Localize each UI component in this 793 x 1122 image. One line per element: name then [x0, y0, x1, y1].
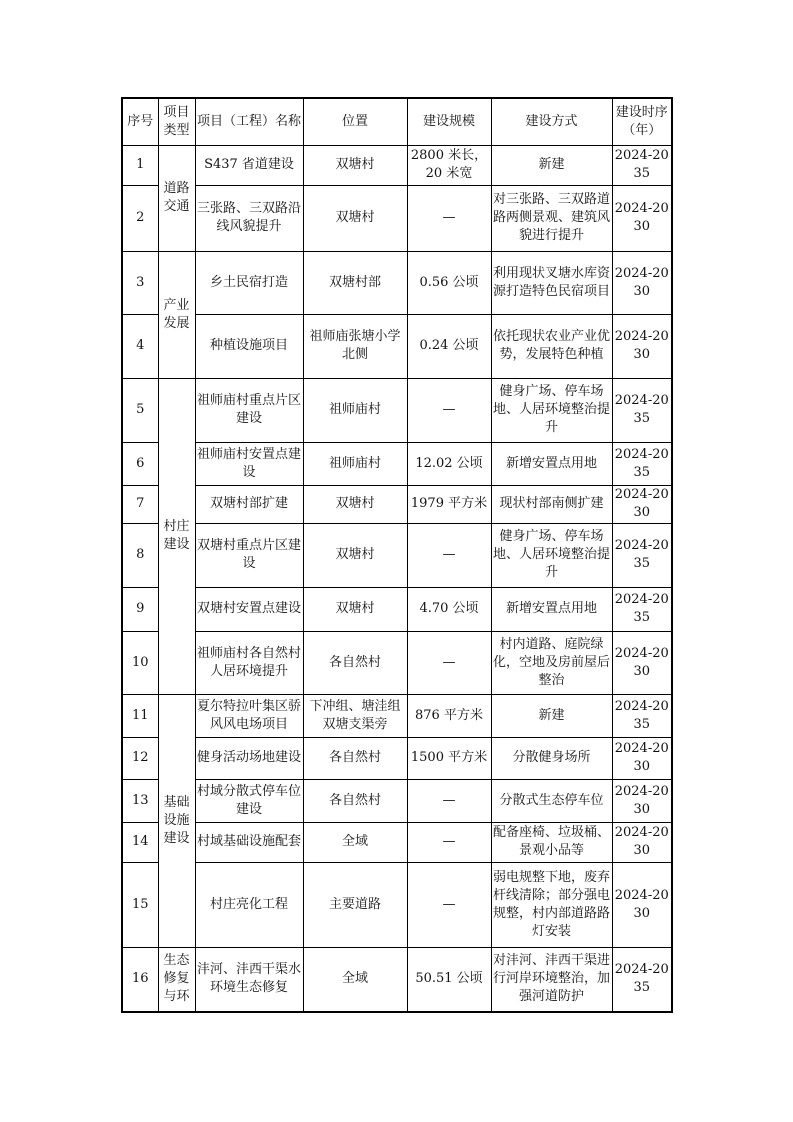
cell-seq: 3: [122, 251, 158, 314]
cell-period: 2024-2030: [612, 185, 672, 251]
cell-name: 沣河、沣西干渠水环境生态修复: [195, 947, 303, 1012]
cell-scale: 50.51 公顷: [407, 947, 491, 1012]
cell-name: 乡土民宿打造: [195, 251, 303, 314]
header-name: 项目（工程）名称: [195, 98, 303, 145]
header-location: 位置: [303, 98, 407, 145]
cell-scale: 0.56 公顷: [407, 251, 491, 314]
category-infra: 基础设施建设: [158, 694, 195, 947]
cell-method: 现状村部南侧扩建: [491, 485, 612, 523]
cell-method: 新建: [491, 145, 612, 185]
cell-location: 主要道路: [303, 862, 407, 947]
table-row: [122, 378, 672, 442]
header-method: 建设方式: [491, 98, 612, 145]
cell-location: 祖师庙张塘小学北侧: [303, 314, 407, 378]
table-row: [122, 779, 672, 822]
table-row: [122, 442, 672, 485]
cell-seq: 6: [122, 442, 158, 485]
cell-period: 2024-2030: [612, 862, 672, 947]
cell-name: S437 省道建设: [195, 145, 303, 185]
cell-seq: 9: [122, 587, 158, 631]
cell-seq: 11: [122, 694, 158, 737]
table-row: [122, 314, 672, 378]
cell-period: 2024-2030: [612, 631, 672, 694]
cell-method: 村内道路、庭院绿化，空地及房前屋后整治: [491, 631, 612, 694]
cell-name: 村域基础设施配套: [195, 822, 303, 862]
cell-location: 祖师庙村: [303, 442, 407, 485]
project-table: [121, 97, 673, 1013]
cell-seq: 10: [122, 631, 158, 694]
table-row: [122, 822, 672, 862]
cell-seq: 16: [122, 947, 158, 1012]
cell-location: 下冲组、塘洼组双塘支渠旁: [303, 694, 407, 737]
cell-seq: 1: [122, 145, 158, 185]
cell-seq: 13: [122, 779, 158, 822]
cell-period: 2024-2030: [612, 485, 672, 523]
cell-name: 种植设施项目: [195, 314, 303, 378]
cell-period: 2024-2035: [612, 587, 672, 631]
cell-seq: 5: [122, 378, 158, 442]
cell-location: 双塘村: [303, 485, 407, 523]
cell-name: 健身活动场地建设: [195, 737, 303, 779]
cell-method: 对沣河、沣西干渠进行河岸环境整治，加强河道防护: [491, 947, 612, 1012]
category-eco: 生态修复与环: [158, 947, 195, 1012]
cell-period: 2024-2030: [612, 737, 672, 779]
cell-scale: —: [407, 631, 491, 694]
cell-method: 健身广场、停车场地、人居环境整治提升: [491, 378, 612, 442]
cell-location: 各自然村: [303, 737, 407, 779]
cell-scale: —: [407, 185, 491, 251]
category-industry: 产业发展: [158, 251, 195, 378]
category-village: 村庄建设: [158, 378, 195, 694]
cell-method: 对三张路、三双路道路两侧景观、建筑风貌进行提升: [491, 185, 612, 251]
table-row: [122, 862, 672, 947]
cell-location: 各自然村: [303, 779, 407, 822]
cell-name: 双塘村重点片区建设: [195, 523, 303, 587]
cell-method: 新建: [491, 694, 612, 737]
cell-period: 2024-2030: [612, 314, 672, 378]
cell-seq: 14: [122, 822, 158, 862]
cell-scale: 0.24 公顷: [407, 314, 491, 378]
cell-scale: —: [407, 779, 491, 822]
cell-location: 全域: [303, 947, 407, 1012]
table-row: [122, 251, 672, 314]
category-road: 道路交通: [158, 145, 195, 251]
header-row: [122, 98, 672, 145]
cell-location: 双塘村部: [303, 251, 407, 314]
header-seq: 序号: [122, 98, 158, 145]
table-row: [122, 631, 672, 694]
cell-seq: 4: [122, 314, 158, 378]
cell-period: 2024-2035: [612, 378, 672, 442]
cell-method: 弱电规整下地，废弃杆线清除；部分强电规整，村内部道路路灯安装: [491, 862, 612, 947]
cell-name: 三张路、三双路沿线风貌提升: [195, 185, 303, 251]
cell-location: 祖师庙村: [303, 378, 407, 442]
cell-scale: 12.02 公顷: [407, 442, 491, 485]
header-scale: 建设规模: [407, 98, 491, 145]
cell-scale: —: [407, 523, 491, 587]
cell-seq: 7: [122, 485, 158, 523]
cell-method: 分散式生态停车位: [491, 779, 612, 822]
cell-location: 双塘村: [303, 145, 407, 185]
cell-name: 村域分散式停车位建设: [195, 779, 303, 822]
cell-period: 2024-2035: [612, 145, 672, 185]
cell-period: 2024-2035: [612, 947, 672, 1012]
cell-scale: 4.70 公顷: [407, 587, 491, 631]
cell-period: 2024-2030: [612, 251, 672, 314]
cell-method: 分散健身场所: [491, 737, 612, 779]
cell-method: 配备座椅、垃圾桶、景观小品等: [491, 822, 612, 862]
cell-period: 2024-2035: [612, 523, 672, 587]
table-row: [122, 947, 672, 1012]
cell-location: 双塘村: [303, 587, 407, 631]
table-row: [122, 145, 672, 185]
cell-name: 村庄亮化工程: [195, 862, 303, 947]
cell-name: 双塘村安置点建设: [195, 587, 303, 631]
cell-name: 祖师庙村各自然村人居环境提升: [195, 631, 303, 694]
cell-name: 双塘村部扩建: [195, 485, 303, 523]
table-row: [122, 185, 672, 251]
table-row: [122, 587, 672, 631]
cell-seq: 15: [122, 862, 158, 947]
table-row: [122, 523, 672, 587]
cell-method: 利用现状叉塘水库资源打造特色民宿项目: [491, 251, 612, 314]
cell-method: 健身广场、停车场地、人居环境整治提升: [491, 523, 612, 587]
cell-scale: 876 平方米: [407, 694, 491, 737]
cell-scale: —: [407, 822, 491, 862]
cell-name: 祖师庙村安置点建设: [195, 442, 303, 485]
cell-scale: —: [407, 378, 491, 442]
cell-period: 2024-2030: [612, 822, 672, 862]
cell-location: 双塘村: [303, 185, 407, 251]
table-row: [122, 694, 672, 737]
cell-period: 2024-2030: [612, 779, 672, 822]
cell-location: 各自然村: [303, 631, 407, 694]
cell-scale: 1500 平方米: [407, 737, 491, 779]
cell-location: 双塘村: [303, 523, 407, 587]
cell-method: 新增安置点用地: [491, 442, 612, 485]
cell-method: 依托现状农业产业优势，发展特色种植: [491, 314, 612, 378]
cell-location: 全域: [303, 822, 407, 862]
cell-method: 新增安置点用地: [491, 587, 612, 631]
cell-seq: 2: [122, 185, 158, 251]
cell-seq: 8: [122, 523, 158, 587]
cell-period: 2024-2035: [612, 442, 672, 485]
table-row: [122, 485, 672, 523]
header-type: 项目类型: [158, 98, 195, 145]
cell-period: 2024-2035: [612, 694, 672, 737]
cell-seq: 12: [122, 737, 158, 779]
table-row: [122, 737, 672, 779]
cell-scale: 2800 米长，20 米宽: [407, 145, 491, 185]
cell-scale: —: [407, 862, 491, 947]
header-period: 建设时序（年）: [612, 98, 672, 145]
cell-name: 夏尔特拉叶集区骄风风电场项目: [195, 694, 303, 737]
cell-name: 祖师庙村重点片区建设: [195, 378, 303, 442]
cell-scale: 1979 平方米: [407, 485, 491, 523]
